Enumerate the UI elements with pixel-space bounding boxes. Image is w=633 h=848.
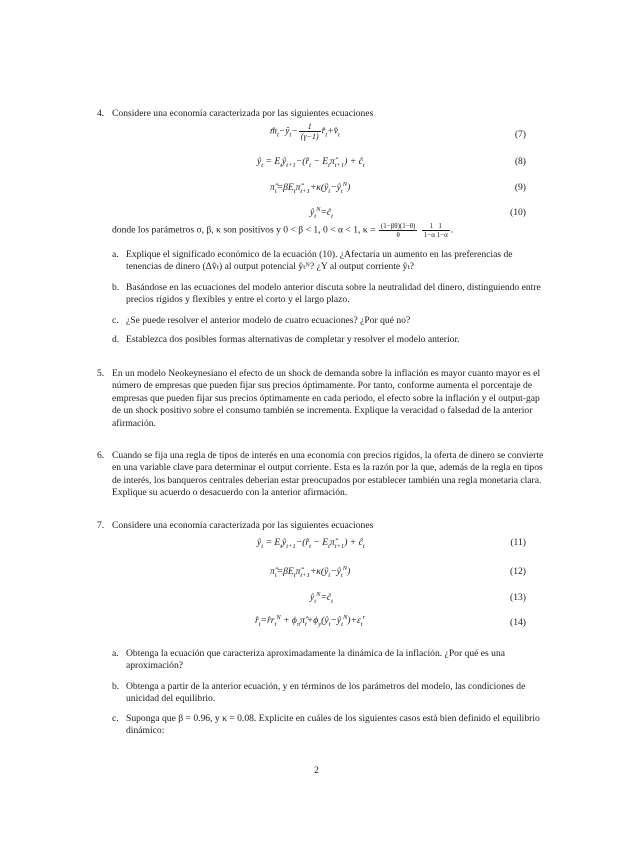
question-7-item-c: c. Suponga que β = 0.96, y κ = 0.08. Explicite en cuáles de los siguientes casos está bien definido el equilibrio dinámico: (112, 713, 540, 737)
equation-7: $m̂_t-ŷ_t-$ $\frac{1}{(\gamma-1)}$ $r̂_t+v̂_t$ (270, 122, 340, 141)
equation-8: $ŷ_t$ = $E_tŷ_{t+1}-(r̂_t$ − $E_t\pî_{t+1}$) + $ĉ_t$ (257, 156, 365, 169)
page-number: 2 (314, 765, 319, 776)
question-4-item-a: a. Explique el significado económico de la ecuación (10). ¿Afectaría un aumento en las preferencias de tenencias de dinero (Δv̂ₜ) al output potencial ŷₜᴺ? ¿Y al output corriente ŷₜ? (112, 249, 513, 273)
equation-12: $\pî_t=\beta E_t\pî_{t+1}+\kappa(ŷ_t-ŷ_t^N)$ (270, 564, 351, 579)
equation-7-tag: (7) (514, 129, 526, 140)
equation-9-tag: (9) (514, 182, 526, 193)
question-4-parameters: donde los parámetros σ, β, κ son positivos y 0 < β < 1, 0 < α < 1, κ = $\frac{(1-\beta\theta)(1-\theta)}{\theta}$ $\frac{1 1}{1-\alpha 1-\alpha}$ . (112, 222, 454, 239)
question-6-number: 6. (97, 450, 105, 461)
equation-12-tag: (12) (510, 566, 526, 577)
equation-14: $r̂_t=r̂r_t^N$ + $\phi_\pi\pî_t+\phi_y(ŷ_t-ŷ_t^N)+\varepsilon_t^r$ (255, 613, 366, 628)
equation-13: $ŷ_t^N=ĉ_t$ (310, 590, 333, 605)
question-7-item-b: b. Obtenga a partir de la anterior ecuación, y en términos de los parámetros del modelo, las condiciones de unicidad del equilibrio. (112, 681, 526, 705)
question-4-intro: Considere una economía caracterizada por las siguientes ecuaciones (112, 108, 374, 119)
question-4-item-b: b. Basándose en las ecuaciones del modelo anterior discuta sobre la neutralidad del dinero, distinguiendo entre precios rígidos y flexibles y entre el corto y el largo plazo. (112, 282, 541, 306)
equation-14-tag: (14) (510, 617, 526, 628)
question-4-item-d: d. Establezca dos posibles formas alternativas de completar y resolver el modelo anterior. (112, 334, 460, 345)
equation-13-tag: (13) (510, 592, 526, 603)
equation-10-tag: (10) (510, 207, 526, 218)
question-5-text: En un modelo Neokeynesiano el efecto de un shock de demanda sobre la inflación es mayor cuanto mayor es el número de empresas que pueden fijar sus precios óptimamente. Por tanto, conforme aumenta el porcentaje de empresas que pueden fijar sus precios óptimamente en cada periodo, el efecto sobre la inflación y el output-gap de un shock positivo sobre el consumo también se incrementa. Explique la veracidad o falsedad de la anterior afirmación. (112, 368, 541, 429)
equation-11-tag: (11) (510, 537, 526, 548)
question-7-item-a: a. Obtenga la ecuación que caracteriza aproximadamente la dinámica de la inflación. ¿Por qué es una aproximación? (112, 648, 506, 672)
question-7-number: 7. (97, 520, 105, 531)
equation-9: $\pî_t=\beta E_t\pî_{t+1}+\kappa(ŷ_t-ŷ_t^N)$ (270, 180, 351, 195)
parameters-text: donde los parámetros σ, β, κ son positivos y 0 < β < 1, 0 < α < 1, κ = (112, 224, 376, 236)
question-4-number: 4. (97, 108, 105, 119)
question-4-item-c: c. ¿Se puede resolver el anterior modelo de cuatro ecuaciones? ¿Por qué no? (112, 315, 411, 326)
equation-10: $ŷ_t^N=ĉ_t$ (310, 205, 333, 220)
equation-11: $ŷ_t$ = $E_tŷ_{t+1}-(r̂_t$ − $E_t\pî_{t+1}$) + $ĉ_t$ (257, 537, 365, 550)
equation-8-tag: (8) (514, 156, 526, 167)
question-5-number: 5. (97, 368, 105, 379)
question-7-intro: Considere una economía caracterizada por las siguientes ecuaciones (112, 520, 374, 531)
question-6-text: Cuando se fija una regla de tipos de interés en una economía con precios rígidos, la oferta de dinero se convierte en una variable clave para determinar el output corriente. Esta es la razón por la que, además de la regla en tipos de interés, los banqueros centrales deberían estar preocupados por establecer también una regla monetaria clara. Explique su acuerdo o desacuerdo con la anterior afirmación. (112, 450, 544, 499)
